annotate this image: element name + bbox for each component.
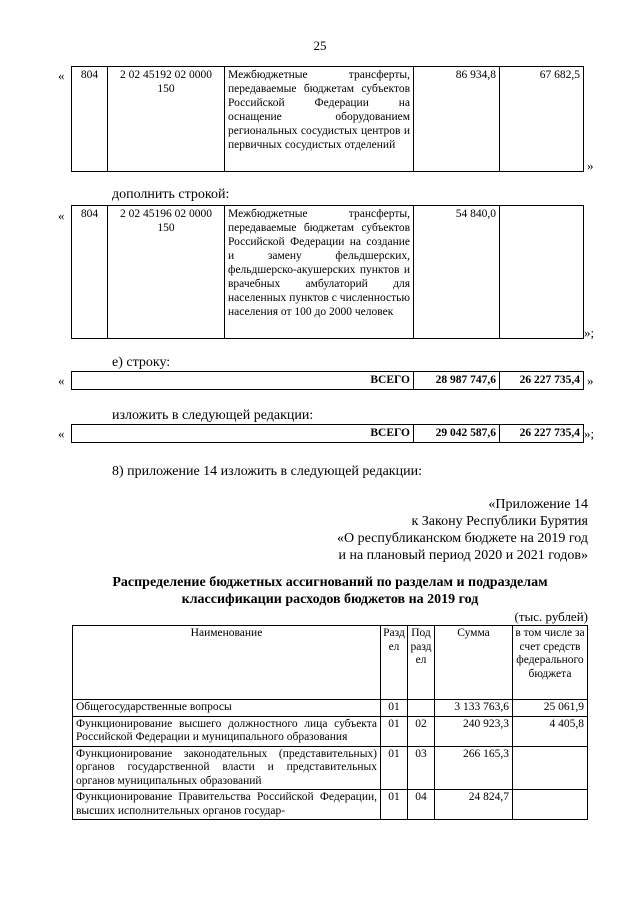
title-line1: Распределение бюджетных ассигнований по разделам и подразделам: [112, 575, 548, 590]
quote-close-total-new: »;: [584, 426, 595, 441]
quote-close-total-old: »: [587, 373, 594, 388]
row-b-sum2: [500, 206, 584, 339]
quote-open-row-a: «: [58, 68, 65, 83]
total-old-table: [71, 371, 584, 390]
row-sum: 3 133 763,6: [435, 700, 513, 717]
row-sum: 24 824,7: [435, 790, 513, 820]
row-federal: 4 405,8: [513, 716, 588, 746]
quote-open-total-new: «: [58, 426, 65, 441]
table-row: [72, 425, 584, 443]
quote-open-total-old: «: [58, 373, 65, 388]
table-row: [73, 790, 588, 820]
unit-label: (тыс. рублей): [514, 609, 588, 624]
row-sum: 266 165,3: [435, 746, 513, 790]
row-b-code2: 2 02 45196 02 0000 150: [108, 206, 225, 339]
row-a-sum1: 86 934,8: [414, 67, 500, 172]
row-a-name: Межбюджетные трансферты, передаваемые бюджетам субъектов Российской Федерации на оснащение оборудованием региональных сосудистых центров и первичных сосудистых отделений: [225, 67, 414, 172]
appendix-line4: и на плановый период 2020 и 2021 годов»: [338, 548, 588, 563]
quote-close-row-b: »;: [584, 325, 595, 340]
row-subsection: [408, 700, 435, 717]
title-line2: классификации расходов бюджетов на 2019 год: [181, 592, 479, 607]
page-number: 25: [313, 38, 327, 53]
header-name: Наименование: [73, 626, 381, 700]
table-row: [73, 700, 588, 717]
table-row: [72, 206, 584, 339]
appendix-line3: «О республиканском бюджете на 2019 год: [337, 531, 588, 546]
table-row: [72, 67, 584, 172]
row-subsection: 04: [408, 790, 435, 820]
header-sum: Сумма: [435, 626, 513, 700]
total-old-label: ВСЕГО: [72, 372, 414, 390]
text-new-edition: изложить в следующей редакции:: [112, 408, 314, 423]
row-a-code2: 2 02 45192 02 0000 150: [108, 67, 225, 172]
text-e-row: е) строку:: [112, 355, 171, 370]
row-b-name: Межбюджетные трансферты, передаваемые бюджетам субъектов Российской Федерации на создание и замену фельдшерских, фельдшерско-акушерских пунктов и врачебных амбулаторий для населенных пунктов с численностью населения от 100 до 2000 человек: [225, 206, 414, 339]
total-old-sum2: 26 227 735,4: [500, 372, 584, 390]
total-old-sum1: 28 987 747,6: [414, 372, 500, 390]
text-appendix14: 8) приложение 14 изложить в следующей редакции:: [112, 464, 422, 479]
row-subsection: 02: [408, 716, 435, 746]
document-title: [60, 574, 600, 608]
row-b-table: [71, 205, 584, 339]
row-a-table: [71, 66, 584, 172]
appendix-line1: «Приложение 14: [488, 497, 588, 512]
row-federal: 25 061,9: [513, 700, 588, 717]
table-row: [72, 372, 584, 390]
row-subsection: 03: [408, 746, 435, 790]
quote-close-row-a: »: [587, 158, 594, 173]
row-section: 01: [381, 790, 408, 820]
row-name: Функционирование законодательных (представительных) органов государственной власти и представительных органов муниципальных образований: [73, 746, 381, 790]
header-subsection: Подраздел: [408, 626, 435, 700]
table-header-row: [73, 626, 588, 700]
header-federal: в том числе за счет средств федерального бюджета: [513, 626, 588, 700]
table-row: [73, 746, 588, 790]
table-row: [73, 716, 588, 746]
text-add-row: дополнить строкой:: [112, 187, 230, 202]
total-new-sum2: 26 227 735,4: [500, 425, 584, 443]
total-new-label: ВСЕГО: [72, 425, 414, 443]
quote-open-row-b: «: [58, 208, 65, 223]
row-name: Функционирование Правительства Российской Федерации, высших исполнительных органов государ-: [73, 790, 381, 820]
row-section: 01: [381, 746, 408, 790]
row-b-sum1: 54 840,0: [414, 206, 500, 339]
row-name: Общегосударственные вопросы: [73, 700, 381, 717]
appendix-line2: к Закону Республики Бурятия: [411, 514, 588, 529]
row-section: 01: [381, 700, 408, 717]
row-federal: [513, 746, 588, 790]
appendix-heading: [337, 496, 588, 564]
row-section: 01: [381, 716, 408, 746]
header-section: Раздел: [381, 626, 408, 700]
row-federal: [513, 790, 588, 820]
total-new-sum1: 29 042 587,6: [414, 425, 500, 443]
row-a-code1: 804: [72, 67, 108, 172]
allocation-table: [72, 625, 588, 820]
row-sum: 240 923,3: [435, 716, 513, 746]
total-new-table: [71, 424, 584, 443]
row-a-sum2: 67 682,5: [500, 67, 584, 172]
row-b-code1: 804: [72, 206, 108, 339]
row-name: Функционирование высшего должностного лица субъекта Российской Федерации и муниципального образования: [73, 716, 381, 746]
